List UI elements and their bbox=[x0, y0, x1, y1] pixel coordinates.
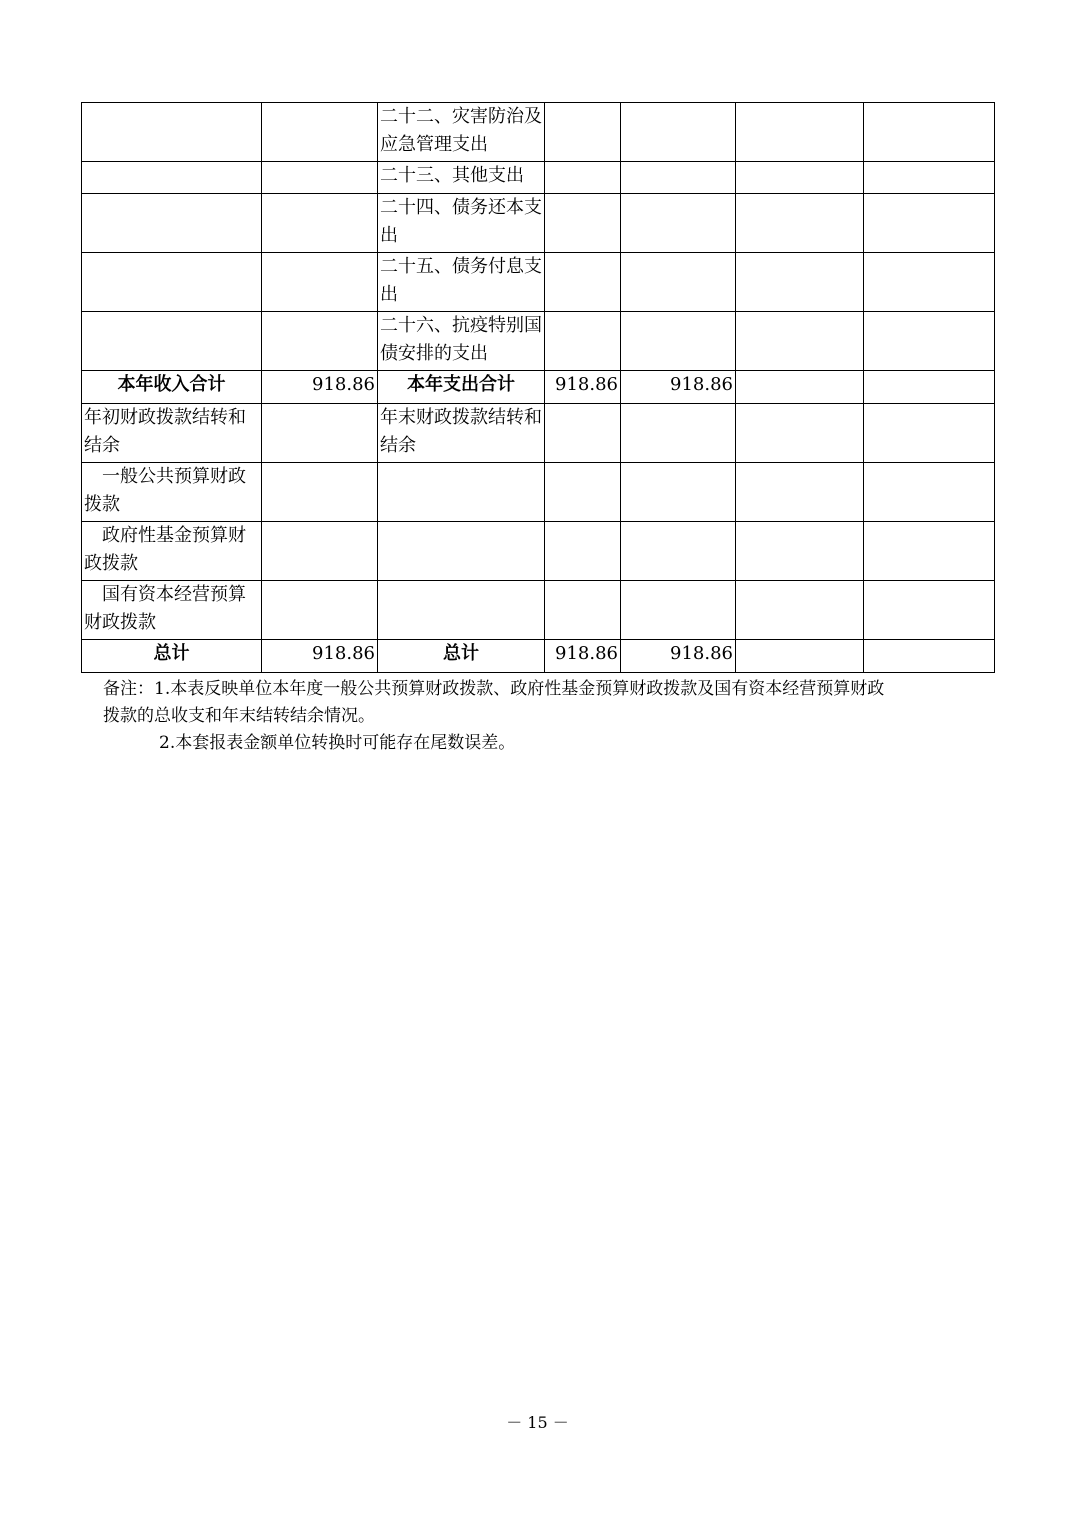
empty-cell bbox=[736, 371, 864, 404]
empty-cell bbox=[864, 640, 995, 673]
general-budget-cell bbox=[621, 162, 736, 194]
expense-item-cell: 二十六、抗疫特别国债安排的支出 bbox=[378, 312, 545, 371]
general-budget-cell bbox=[621, 253, 736, 312]
expense-total-cell bbox=[545, 463, 621, 522]
expense-total-cell bbox=[545, 404, 621, 463]
page-number: － 15 － bbox=[506, 1413, 569, 1432]
expense-item-cell bbox=[378, 463, 545, 522]
expense-total-amount: 918.86 bbox=[545, 640, 621, 673]
empty-cell bbox=[864, 162, 995, 194]
subtotal-row bbox=[82, 371, 995, 404]
general-budget-cell bbox=[621, 463, 736, 522]
general-budget-cell bbox=[621, 194, 736, 253]
expense-item-cell: 年末财政拨款结转和结余 bbox=[378, 404, 545, 463]
income-amount-cell bbox=[262, 103, 378, 162]
table-row bbox=[82, 194, 995, 253]
table-row bbox=[82, 253, 995, 312]
income-amount-cell bbox=[262, 404, 378, 463]
expense-item-cell bbox=[378, 581, 545, 640]
income-item-cell bbox=[82, 194, 262, 253]
expense-item-cell: 二十五、债务付息支出 bbox=[378, 253, 545, 312]
expense-item-cell: 二十二、灾害防治及应急管理支出 bbox=[378, 103, 545, 162]
table-row bbox=[82, 581, 995, 640]
empty-cell bbox=[864, 103, 995, 162]
empty-cell bbox=[736, 581, 864, 640]
table-row bbox=[82, 463, 995, 522]
expense-total-cell bbox=[545, 162, 621, 194]
expense-total-cell bbox=[545, 253, 621, 312]
income-item-cell bbox=[82, 103, 262, 162]
income-amount-cell bbox=[262, 522, 378, 581]
table-row bbox=[82, 404, 995, 463]
empty-cell bbox=[736, 640, 864, 673]
note-line-3: 2.本套报表金额单位转换时可能存在尾数误差。 bbox=[159, 733, 516, 753]
income-amount-cell bbox=[262, 162, 378, 194]
income-subtotal-amount: 918.86 bbox=[262, 371, 378, 404]
empty-cell bbox=[864, 371, 995, 404]
empty-cell bbox=[864, 194, 995, 253]
empty-cell bbox=[864, 253, 995, 312]
income-item-cell bbox=[82, 162, 262, 194]
empty-cell bbox=[864, 522, 995, 581]
income-item-cell bbox=[82, 253, 262, 312]
income-item-cell bbox=[82, 312, 262, 371]
empty-cell bbox=[736, 463, 864, 522]
empty-cell bbox=[736, 522, 864, 581]
income-item-cell: 一般公共预算财政拨款 bbox=[82, 463, 262, 522]
expense-subtotal-label: 本年支出合计 bbox=[378, 371, 545, 404]
general-budget-cell bbox=[621, 103, 736, 162]
table-row bbox=[82, 103, 995, 162]
expense-subtotal-amount: 918.86 bbox=[545, 371, 621, 404]
income-total-label: 总计 bbox=[82, 640, 262, 673]
empty-cell bbox=[736, 312, 864, 371]
expense-total-cell bbox=[545, 194, 621, 253]
table-row bbox=[82, 312, 995, 371]
expense-item-cell: 二十四、债务还本支出 bbox=[378, 194, 545, 253]
empty-cell bbox=[736, 404, 864, 463]
expense-total-cell bbox=[545, 103, 621, 162]
income-amount-cell bbox=[262, 463, 378, 522]
empty-cell bbox=[736, 103, 864, 162]
expense-total-label: 总计 bbox=[378, 640, 545, 673]
expense-item-cell: 二十三、其他支出 bbox=[378, 162, 545, 194]
empty-cell bbox=[864, 312, 995, 371]
income-item-cell: 国有资本经营预算财政拨款 bbox=[82, 581, 262, 640]
income-amount-cell bbox=[262, 194, 378, 253]
empty-cell bbox=[736, 194, 864, 253]
general-budget-subtotal: 918.86 bbox=[621, 371, 736, 404]
income-total-amount: 918.86 bbox=[262, 640, 378, 673]
expense-total-cell bbox=[545, 312, 621, 371]
empty-cell bbox=[736, 253, 864, 312]
expense-total-cell bbox=[545, 522, 621, 581]
income-subtotal-label: 本年收入合计 bbox=[82, 371, 262, 404]
empty-cell bbox=[736, 162, 864, 194]
income-amount-cell bbox=[262, 253, 378, 312]
note-line-1: 备注：1.本表反映单位本年度一般公共预算财政拨款、政府性基金预算财政拨款及国有资本经营预算财政 bbox=[103, 679, 885, 699]
income-amount-cell bbox=[262, 312, 378, 371]
note-line-2: 拨款的总收支和年末结转结余情况。 bbox=[103, 706, 375, 726]
expense-item-cell bbox=[378, 522, 545, 581]
table-notes bbox=[103, 676, 983, 757]
income-amount-cell bbox=[262, 581, 378, 640]
general-budget-cell bbox=[621, 581, 736, 640]
empty-cell bbox=[864, 581, 995, 640]
general-budget-cell bbox=[621, 522, 736, 581]
appropriation-table bbox=[81, 102, 995, 673]
empty-cell bbox=[864, 463, 995, 522]
total-row bbox=[82, 640, 995, 673]
table-row bbox=[82, 162, 995, 194]
general-budget-total: 918.86 bbox=[621, 640, 736, 673]
general-budget-cell bbox=[621, 404, 736, 463]
empty-cell bbox=[864, 404, 995, 463]
income-item-cell: 年初财政拨款结转和结余 bbox=[82, 404, 262, 463]
expense-total-cell bbox=[545, 581, 621, 640]
general-budget-cell bbox=[621, 312, 736, 371]
table-row bbox=[82, 522, 995, 581]
income-item-cell: 政府性基金预算财政拨款 bbox=[82, 522, 262, 581]
